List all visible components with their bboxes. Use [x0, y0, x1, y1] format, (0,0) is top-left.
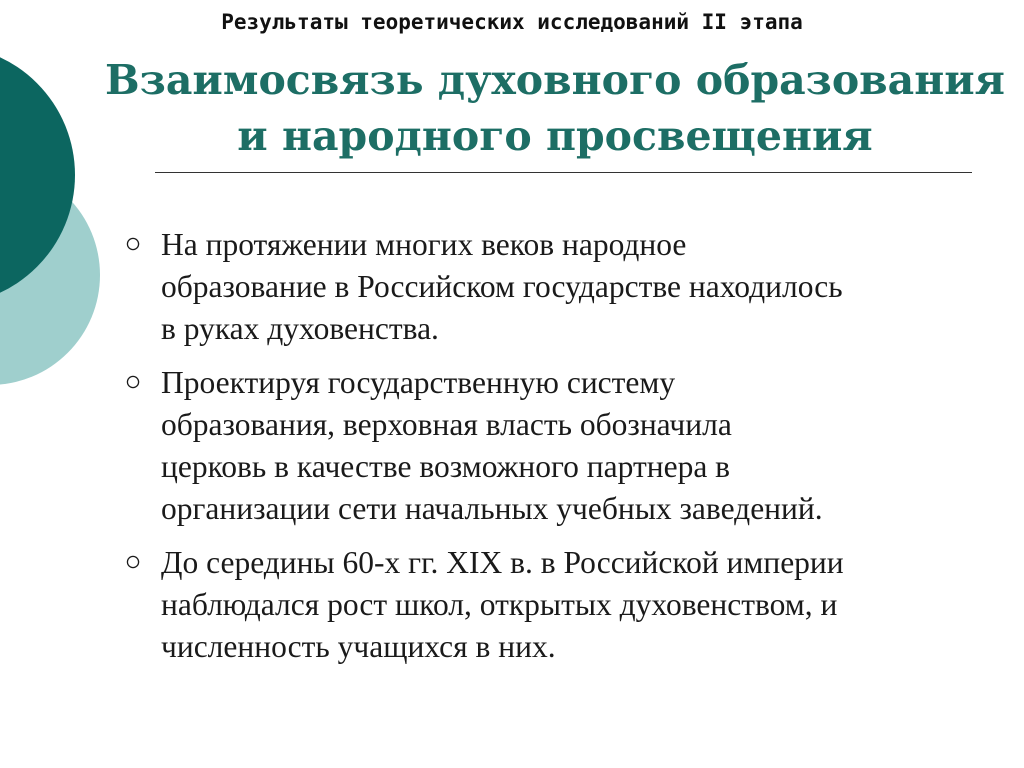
bullet-item-1: [125, 224, 1020, 350]
bullet-1-line-2: образование в Российском государстве находилось: [161, 269, 843, 304]
title-line-2: и народного просвещения: [237, 112, 873, 160]
hollow-circle-icon: [126, 375, 140, 389]
hollow-circle-icon: [126, 555, 140, 569]
bullet-1-line-1: На протяжении многих веков народное: [161, 227, 687, 262]
bullet-item-3: [125, 542, 1020, 668]
bullet-2-line-4: организации сети начальных учебных заведений.: [161, 491, 823, 526]
bullet-list: [125, 224, 1020, 680]
bullet-3-line-1: До середины 60-х гг. XIX в. в Российской империи: [161, 545, 844, 580]
bullet-1-line-3: в руках духовенства.: [161, 311, 439, 346]
bullet-3-line-3: численность учащихся в них.: [161, 629, 556, 664]
bullet-item-2: [125, 362, 1020, 530]
bullet-2-line-1: Проектируя государственную систему: [161, 365, 676, 400]
hollow-circle-icon: [126, 237, 140, 251]
title-divider: [155, 172, 972, 173]
title-line-1: Взаимосвязь духовного образования: [105, 56, 1005, 104]
bullet-2-line-2: образования, верховная власть обозначила: [161, 407, 732, 442]
slide-supertitle: Результаты теоретических исследований II этапа: [221, 10, 803, 34]
bullet-2-line-3: церковь в качестве возможного партнера в: [161, 449, 731, 484]
slide-title: [90, 52, 1020, 164]
bullet-3-line-2: наблюдался рост школ, открытых духовенством, и: [161, 587, 838, 622]
